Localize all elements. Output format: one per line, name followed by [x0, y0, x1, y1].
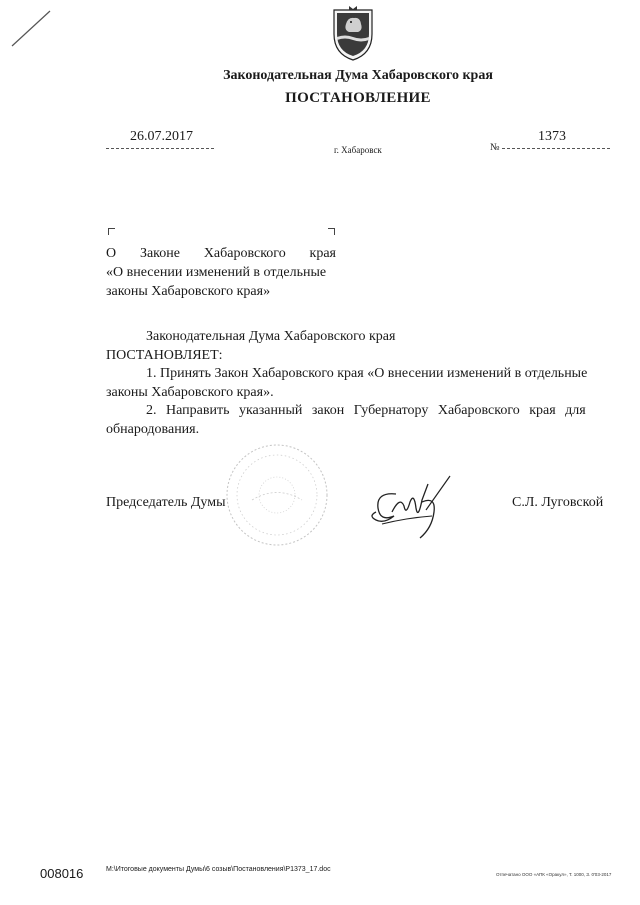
number-sign: №	[490, 142, 500, 153]
document-type: ПОСТАНОВЛЕНИЕ	[285, 90, 431, 106]
subject-line-1	[106, 244, 336, 263]
subject-line-3: законы Хабаровского края»	[106, 284, 271, 299]
subject-word: Законе	[139, 246, 180, 261]
subject-line-2: «О внесении изменений в отдельные	[106, 265, 327, 280]
document-city: г. Хабаровск	[334, 145, 382, 155]
body-intro: Законодательная Дума Хабаровского края	[146, 329, 396, 344]
date-underline	[106, 148, 214, 149]
document-number: 1373	[538, 129, 566, 144]
registration-number: 008016	[40, 866, 84, 881]
coat-of-arms-icon	[330, 4, 376, 62]
body-resolves: ПОСТАНОВЛЯЕТ:	[106, 347, 223, 363]
subject-corner-left	[108, 228, 115, 235]
signatory-position: Председатель Думы	[106, 495, 226, 510]
item-1-line-1: 1. Принять Закон Хабаровского края «О внесении изменений в отдельные	[146, 366, 588, 381]
document-subject	[106, 244, 336, 301]
subject-word: Хабаровского	[203, 246, 286, 261]
subject-word: О	[106, 246, 117, 261]
document-date: 26.07.2017	[130, 129, 193, 144]
pen-mark-icon	[8, 8, 54, 48]
subject-word: края	[309, 246, 336, 261]
signatory-name: С.Л. Луговской	[512, 495, 604, 510]
resolution-body	[106, 328, 609, 439]
handwritten-signature-icon	[362, 472, 472, 542]
print-info: Отпечатано ООО «АПК «Оракул», Т. 1000, З. 0'03-2017	[496, 872, 612, 877]
number-underline	[502, 148, 610, 149]
item-1-line-2: законы Хабаровского края».	[106, 384, 274, 400]
item-2-line-1: 2. Направить указанный закон Губернатору Хабаровского края для	[146, 403, 586, 418]
organization-title: Законодательная Дума Хабаровского края	[223, 68, 493, 83]
item-2-line-2: обнародования.	[106, 421, 200, 437]
file-path: M:\Итоговые документы Думы\6 созыв\Постановления\P1373_17.doc	[106, 866, 331, 873]
subject-corner-right	[328, 228, 335, 235]
official-seal-icon	[222, 440, 332, 550]
